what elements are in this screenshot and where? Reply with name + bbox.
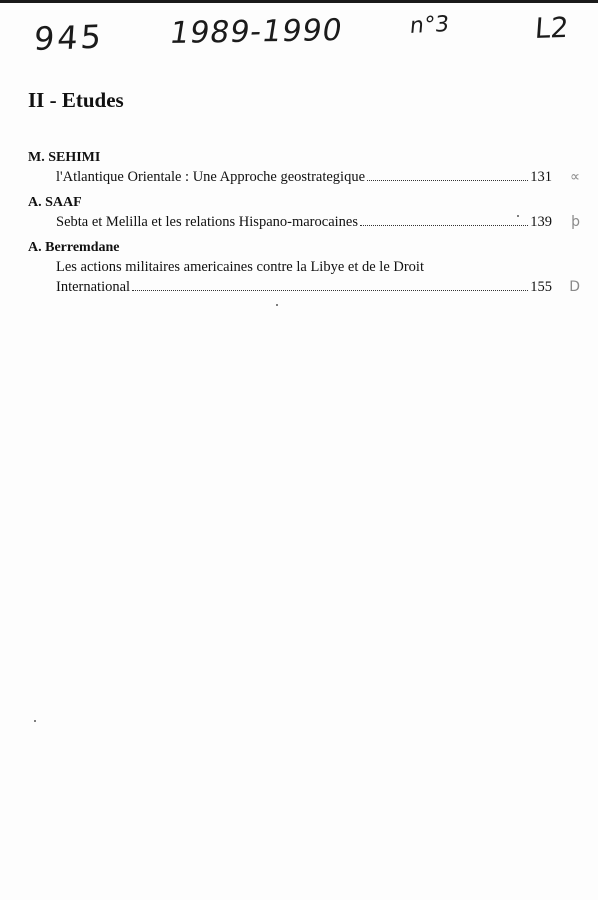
margin-check-mark: ∝: [569, 169, 580, 185]
margin-check-mark: ϸ: [571, 214, 580, 230]
entry-author: A. Berremdane: [28, 240, 120, 255]
handwritten-annotations: [0, 10, 598, 60]
section-title: II - Etudes: [28, 88, 124, 112]
entry-page-number: 139: [530, 214, 552, 230]
handwritten-years: 1989-1990: [167, 12, 346, 52]
toc-entry: [28, 148, 580, 187]
entry-title-line-1: Les actions militaires americaines contre la Libye et de le Droit: [56, 259, 424, 275]
toc-entry: [28, 193, 580, 232]
handwritten-code: L2: [533, 10, 570, 46]
dot-leader: [360, 225, 528, 226]
entry-page-number: 155: [530, 279, 552, 295]
entry-title-line-2: [56, 277, 580, 297]
entry-title-line: [56, 167, 580, 187]
entry-title: Sebta et Melilla et les relations Hispano-marocaines: [56, 214, 358, 230]
handwritten-issue: n°3: [408, 11, 450, 40]
toc-entry: [28, 238, 580, 297]
handwritten-call-number: 945: [32, 17, 106, 59]
margin-check-mark: D: [569, 279, 580, 295]
entry-title-continued: International: [56, 279, 131, 295]
scan-speck: [276, 304, 278, 306]
dot-leader: [367, 180, 528, 181]
top-edge-rule: [0, 0, 598, 3]
entry-author: A. SAAF: [28, 195, 82, 210]
entry-title: l'Atlantique Orientale : Une Approche geostrategique: [56, 169, 366, 185]
scan-speck: [517, 215, 519, 217]
entry-author: M. SEHIMI: [28, 150, 101, 165]
table-of-contents: [28, 148, 580, 303]
entry-title-line: [56, 212, 580, 232]
dot-leader: [132, 290, 528, 291]
scan-speck: [34, 720, 36, 722]
entry-page-number: 131: [530, 169, 552, 185]
